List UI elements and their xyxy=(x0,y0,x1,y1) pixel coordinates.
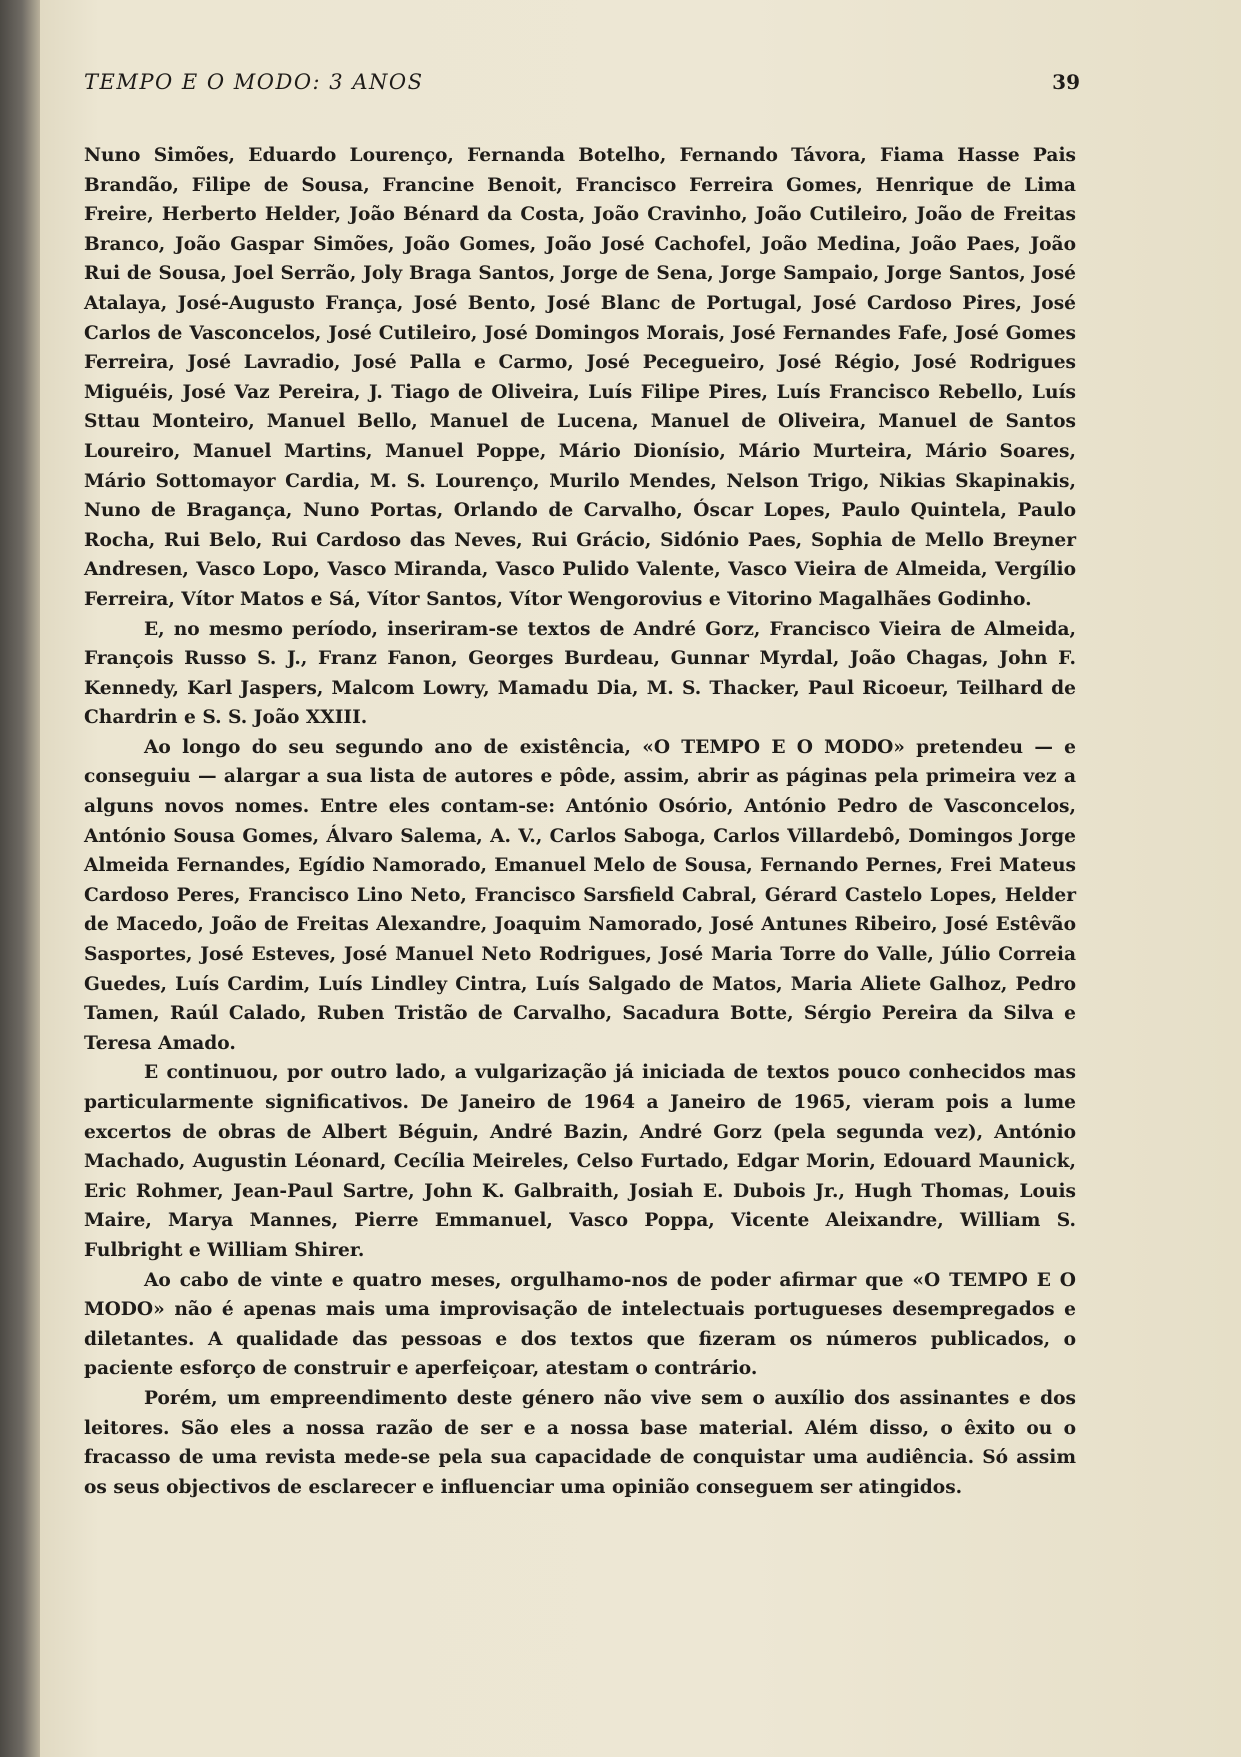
paragraph-second-year: Ao longo do seu segundo ano de existência, «O TEMPO E O MODO» pretendeu — e conseguiu — alargar a sua lista de autores e pôde, assim, abrir as páginas pela primeira vez a alguns novos nomes. Entre eles contam-se: António Osório, António Pedro de Vasconcelos, António Sousa Gomes, Álvaro Salema, A. V., Carlos Saboga, Carlos Villardebô, Domingos Jorge Almeida Fernandes, Egídio Namorado, Emanuel Melo de Sousa, Fernando Pernes, Frei Mateus Cardoso Peres, Francisco Lino Neto, Francisco Sarsfield Cabral, Gérard Castelo Lopes, Helder de Macedo, João de Freitas Alexandre, Joaquim Namorado, José Antunes Ribeiro, José Estêvão Sasportes, José Esteves, José Manuel Neto Rodrigues, José Maria Torre do Valle, Júlio Correia Guedes, Luís Cardim, Luís Lindley Cintra, Luís Salgado de Matos, Maria Aliete Galhoz, Pedro Tamen, Raúl Calado, Ruben Tristão de Carvalho, Sacadura Botte, Sérgio Pereira da Silva e Teresa Amado. xyxy=(84,736,1076,1054)
running-head: TEMPO E O MODO: 3 ANOS xyxy=(84,70,424,94)
paragraph-contributors-list: Nuno Simões, Eduardo Lourenço, Fernanda Botelho, Fernando Távora, Fiama Hasse Pais Brandão, Filipe de Sousa, Francine Benoit, Francisco Ferreira Gomes, Henrique de Lima Freire, Herberto Helder, João Bénard da Costa, João Cravinho, João Cutileiro, João de Freitas Branco, João Gaspar Simões, João Gomes, João José Cachofel, João Medina, João Paes, João Rui de Sousa, Joel Serrão, Joly Braga Santos, Jorge de Sena, Jorge Sampaio, Jorge Santos, José Atalaya, José-Augusto França, José Bento, José Blanc de Portugal, José Cardoso Pires, José Carlos de Vasconcelos, José Cutileiro, José Domingos Morais, José Fernandes Fafe, José Gomes Ferreira, José Lavradio, José Palla e Carmo, José Pecegueiro, José Régio, José Rodrigues Miguéis, José Vaz Pereira, J. Tiago de Oliveira, Luís Filipe Pires, Luís Francisco Rebello, Luís Sttau Monteiro, Manuel Bello, Manuel de Lucena, Manuel de Oliveira, Manuel de Santos Loureiro, Manuel Martins, Manuel Poppe, Mário Dionísio, Mário Murteira, Mário Soares, Mário Sottomayor Cardia, M. S. Lourenço, Murilo Mendes, Nelson Trigo, Nikias Skapinakis, Nuno de Bragança, Nuno Portas, Orlando de Carvalho, Óscar Lopes, Paulo Quintela, Paulo Rocha, Rui Belo, Rui Cardoso das Neves, Rui Grácio, Sidónio Paes, Sophia de Mello Breyner Andresen, Vasco Lopo, Vasco Miranda, Vasco Pulido Valente, Vasco Vieira de Almeida, Vergílio Ferreira, Vítor Matos e Sá, Vítor Santos, Vítor Wengorovius e Vitorino Magalhães Godinho. xyxy=(84,145,1076,610)
paragraph-foreign-texts: E, no mesmo período, inseriram-se textos de André Gorz, Francisco Vieira de Almeida, François Russo S. J., Franz Fanon, Georges Burdeau, Gunnar Myrdal, João Chagas, John F. Kennedy, Karl Jaspers, Malcom Lowry, Mamadu Dia, M. S. Thacker, Paul Ricoeur, Teilhard de Chardrin e S. S. João XXIII. xyxy=(84,618,1076,729)
page-header xyxy=(84,70,1080,100)
paragraph-vulgarization: E continuou, por outro lado, a vulgarização já iniciada de textos pouco conhecidos mas particularmente significativos. De Janeiro de 1964 a Janeiro de 1965, vieram pois a lume excertos de obras de Albert Béguin, André Bazin, André Gorz (pela segunda vez), António Machado, Augustin Léonard, Cecília Meireles, Celso Furtado, Edgar Morin, Edouard Maunick, Eric Rohmer, Jean-Paul Sartre, John K. Galbraith, Josiah E. Dubois Jr., Hugh Thomas, Louis Maire, Marya Mannes, Pierre Emmanuel, Vasco Poppa, Vicente Aleixandre, William S. Fulbright e William Shirer. xyxy=(84,1062,1076,1261)
page-number: 39 xyxy=(1052,70,1080,94)
body-text xyxy=(84,141,1076,1502)
paragraph-twenty-four-months: Ao cabo de vinte e quatro meses, orgulhamo-nos de poder afirmar que «O TEMPO E O MODO» não é apenas mais uma improvisação de intelectuais portugueses desempregados e diletantes. A qualidade das pessoas e dos textos que fizeram os números publicados, o paciente esforço de construir e aperfeiçoar, atestam o contrário. xyxy=(84,1269,1076,1380)
book-spine-shadow xyxy=(0,0,40,1757)
paragraph-subscribers: Porém, um empreendimento deste género não vive sem o auxílio dos assinantes e dos leitores. São eles a nossa razão de ser e a nossa base material. Além disso, o êxito ou o fracasso de uma revista mede-se pela sua capacidade de conquistar uma audiência. Só assim os seus objectivos de esclarecer e influenciar uma opinião conseguem ser atingidos. xyxy=(84,1387,1076,1498)
